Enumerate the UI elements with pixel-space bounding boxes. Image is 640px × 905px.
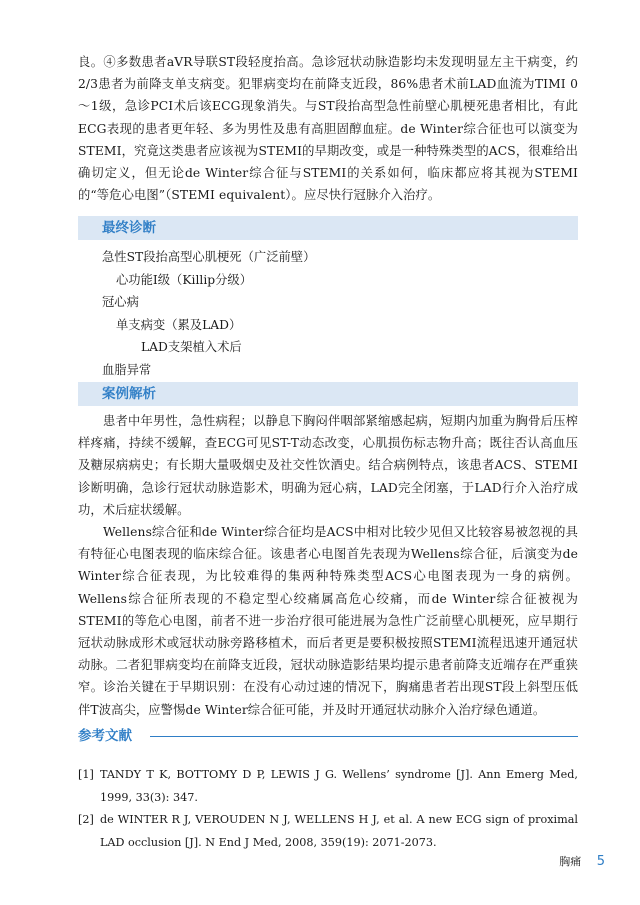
final-diagnosis-title: 最终诊断 xyxy=(102,220,156,236)
diagnosis-item: 血脂异常 xyxy=(102,362,152,377)
diagnosis-item: LAD支架植入术后 xyxy=(141,340,242,354)
diagnosis-item: 心功能Ⅰ级（Killip分级） xyxy=(116,272,253,287)
case-analysis-body xyxy=(78,410,578,721)
case-analysis-header xyxy=(78,382,578,406)
final-diagnosis-header xyxy=(78,216,578,240)
references-divider xyxy=(150,736,578,737)
reference-text: TANDY T K, BOTTOMY D P, LEWIS J G. Wellens’ syndrome [J]. Ann Emerg Med, 1999, 33(3): 347. xyxy=(100,768,578,804)
analysis-paragraph: 患者中年男性，急性病程；以静息下胸闷伴咽部紧缩感起病，短期内加重为胸骨后压榨样疼痛，持续不缓解，查ECG可见ST-T动态改变，心肌损伤标志物升高；既往否认高血压及糖尿病病史；有长期大量吸烟史及社交性饮酒史。结合病例特点，该患者ACS、STEMI诊断明确，急诊行冠状动脉造影术，明确为冠心病，LAD完全闭塞，于LAD行介入治疗成功，术后症状缓解。 xyxy=(78,414,578,517)
reference-number: [1] xyxy=(78,768,94,781)
diagnosis-item: 急性ST段抬高型心肌梗死（广泛前壁） xyxy=(102,250,316,264)
footer-section-name: 胸痛 xyxy=(559,855,582,868)
case-analysis-title: 案例解析 xyxy=(102,386,156,402)
diagnosis-list xyxy=(102,246,315,381)
page-number: 5 xyxy=(596,854,605,869)
diagnosis-item: 单支病变（累及LAD） xyxy=(116,317,242,332)
references-list xyxy=(78,764,578,854)
references-header xyxy=(78,726,578,748)
intro-paragraph: 良。④多数患者aVR导联ST段轻度抬高。急诊冠状动脉造影均未发现明显左主干病变，约2/3患者为前降支单支病变。犯罪病变均在前降支近段，86%患者术前LAD血流为TIMI 0～1级，急诊PCI术后该ECG现象消失。与ST段抬高型急性前壁心肌梗死患者相比，有此ECG表现的患者更年轻、多为男性及患有高胆固醇血症。de Winter综合征也可以演变为STEMI，究竟这类患者应该视为STEMI的早期改变，或是一种特殊类型的ACS，很难给出确切定义，但无论de Winter综合征与STEMI的关系如何，临床都应将其视为STEMI的“等危心电图”（STEMI equivalent）。应尽快行冠脉介入治疗。 xyxy=(78,55,578,203)
page-footer xyxy=(559,853,605,869)
references-title: 参考文献 xyxy=(78,728,132,744)
diagnosis-item: 冠心病 xyxy=(102,295,139,309)
analysis-paragraph: Wellens综合征和de Winter综合征均是ACS中相对比较少见但又比较容易被忽视的具有特征心电图表现的临床综合征。该患者心电图首先表现为Wellens综合征，后演变为de Winter综合征表现，为比较难得的集两种特殊类型ACS心电图表现为一身的病例。Wellens综合征所表现的不稳定型心绞痛属高危心绞痛，而de Winter综合征被视为STEMI的等危心电图，前者不进一步治疗很可能进展为急性广泛前壁心肌梗死，应早期行冠状动脉成形术或冠状动脉旁路移植术，而后者更是要积极按照STEMI流程迅速开通冠状动脉。二者犯罪病变均在前降支近段，冠状动脉造影结果均提示患者前降支近端存在严重狭窄。诊治关键在于早期识别：在没有心动过速的情况下，胸痛患者若出现ST段上斜型压低伴T波高尖，应警惕de Winter综合征可能，并及时开通冠状动脉介入治疗绿色通道。 xyxy=(78,525,578,717)
reference-text: de WINTER R J, VEROUDEN N J, WELLENS H J, et al. A new ECG sign of proximal LAD occlusion [J]. N End J Med, 2008, 359(19): 2071-2073. xyxy=(100,813,578,849)
reference-number: [2] xyxy=(78,813,94,826)
reference-item xyxy=(78,809,578,854)
reference-item xyxy=(78,764,578,809)
